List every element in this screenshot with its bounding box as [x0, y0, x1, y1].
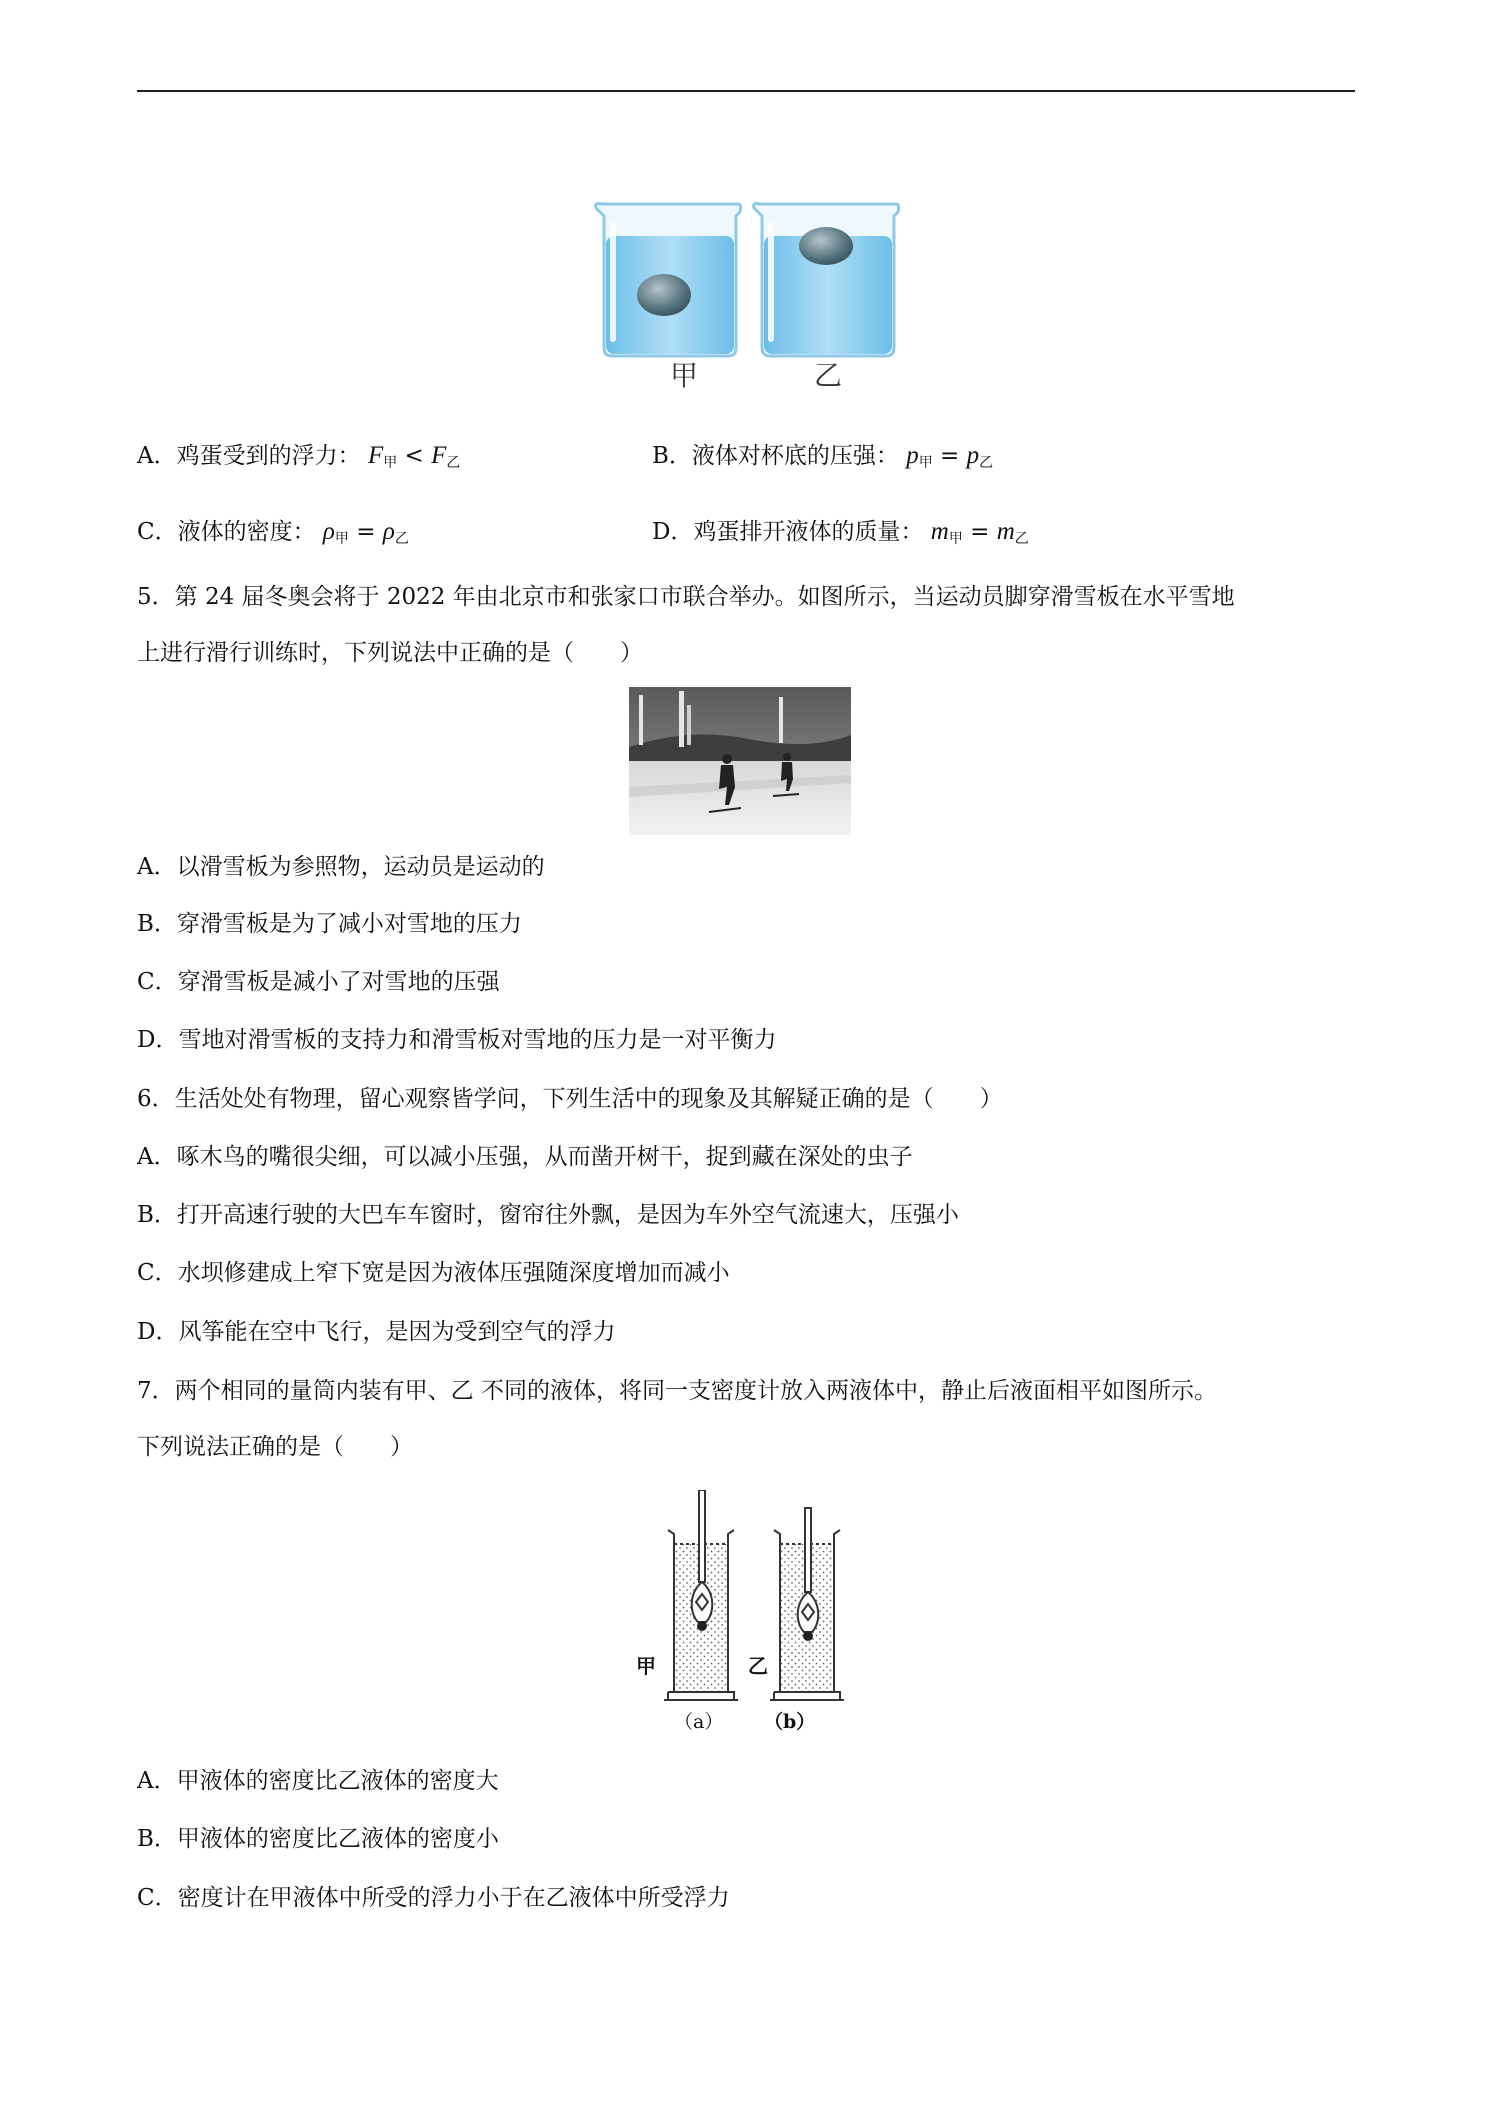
formula-var: ρ: [322, 518, 335, 545]
formula-op: =: [348, 519, 383, 545]
q4-option-c: [137, 516, 409, 555]
formula-op: =: [932, 443, 967, 469]
formula-sub: 甲: [948, 531, 963, 547]
beaker-label-yi: 乙: [814, 359, 843, 392]
formula-var: m: [996, 518, 1015, 545]
q5-option-b: B．穿滑雪板是为了减小对雪地的压力: [137, 911, 522, 937]
formula-sub: 甲: [383, 455, 398, 471]
formula-var: p: [966, 442, 980, 469]
hydrometer-figure: [650, 1490, 860, 1730]
q6-stem: 6．生活处处有物理，留心观察皆学问，下列生活中的现象及其解疑正确的是（ ）: [137, 1086, 1003, 1112]
q4-option-a-letter: A．: [137, 443, 177, 469]
q7-stem-line-2: 下列说法正确的是（ ）: [137, 1434, 413, 1460]
q4-option-a: [137, 440, 460, 479]
beaker-yi: [754, 204, 899, 357]
q6-option-a: A．啄木鸟的嘴很尖细，可以减小压强，从而凿开树干，捉到藏在深处的虫子: [137, 1144, 913, 1170]
formula-var: ρ: [382, 518, 395, 545]
q6-option-b: B．打开高速行驶的大巴车车窗时，窗帘往外飘，是因为车外空气流速大，压强小: [137, 1202, 959, 1228]
q4-option-d: [652, 516, 1029, 555]
q5-option-d: D．雪地对滑雪板的支持力和滑雪板对雪地的压力是一对平衡力: [137, 1027, 777, 1053]
formula-var: F: [367, 442, 384, 469]
skiing-photo: [629, 687, 851, 835]
formula-sub: 甲: [918, 455, 933, 471]
q7-option-a: A．甲液体的密度比乙液体的密度大: [137, 1768, 499, 1794]
q4-option-b-text: 液体对杯底的压强：: [691, 443, 899, 469]
beaker-label-jia: 甲: [670, 359, 699, 392]
q5-stem-line-2: 上进行滑行训练时，下列说法中正确的是（ ）: [137, 640, 643, 666]
hydrometer-label-yi: 乙: [748, 1654, 768, 1678]
formula-op: =: [962, 519, 997, 545]
formula-sub: 乙: [446, 455, 461, 471]
q4-option-c-letter: C．: [137, 519, 178, 545]
formula-var: F: [431, 442, 447, 469]
q4-option-c-text: 液体的密度：: [177, 519, 316, 545]
hydrometer-label-jia: 甲: [636, 1654, 656, 1678]
q7-option-c: C．密度计在甲液体中所受的浮力小于在乙液体中所受浮力: [137, 1885, 730, 1911]
q5-option-c: C．穿滑雪板是减小了对雪地的压强: [137, 969, 500, 995]
beaker-jia: [596, 204, 741, 357]
beakers-figure: [590, 200, 910, 395]
q7-option-b: B．甲液体的密度比乙液体的密度小: [137, 1826, 499, 1852]
q4-option-d-letter: D．: [652, 519, 694, 545]
q7-stem-line-1: 7．两个相同的量筒内装有甲、乙 不同的液体，将同一支密度计放入两液体中，静止后液面相平如图所示。: [137, 1378, 1217, 1404]
q4-option-a-text: 鸡蛋受到的浮力：: [176, 443, 361, 469]
q4-option-b: [652, 440, 993, 479]
formula-sub: 甲: [334, 531, 349, 547]
formula-var: p: [906, 442, 919, 469]
formula-sub: 乙: [979, 455, 994, 471]
formula-var: m: [930, 518, 949, 545]
q4-option-b-letter: B．: [652, 443, 692, 469]
q5-option-a: A．以滑雪板为参照物，运动员是运动的: [137, 854, 545, 880]
cylinder-yi: [770, 1508, 844, 1700]
formula-sub: 乙: [1014, 531, 1029, 547]
header-rule: [137, 90, 1355, 92]
q6-option-d: D．风筝能在空中飞行，是因为受到空气的浮力: [137, 1319, 616, 1345]
formula-sub: 乙: [394, 531, 409, 547]
q5-stem-line-1: 5．第 24 届冬奥会将于 2022 年由北京市和张家口市联合举办。如图所示，当运动员脚穿滑雪板在水平雪地: [137, 584, 1235, 610]
q4-option-d-text: 鸡蛋排开液体的质量：: [693, 519, 924, 545]
cylinder-jia: [664, 1490, 738, 1700]
hydrometer-caption-a: （a）: [674, 1711, 724, 1733]
formula-op: <: [397, 443, 432, 469]
hydrometer-caption-b: （b）: [764, 1711, 816, 1733]
q6-option-c: C．水坝修建成上窄下宽是因为液体压强随深度增加而减小: [137, 1260, 730, 1286]
